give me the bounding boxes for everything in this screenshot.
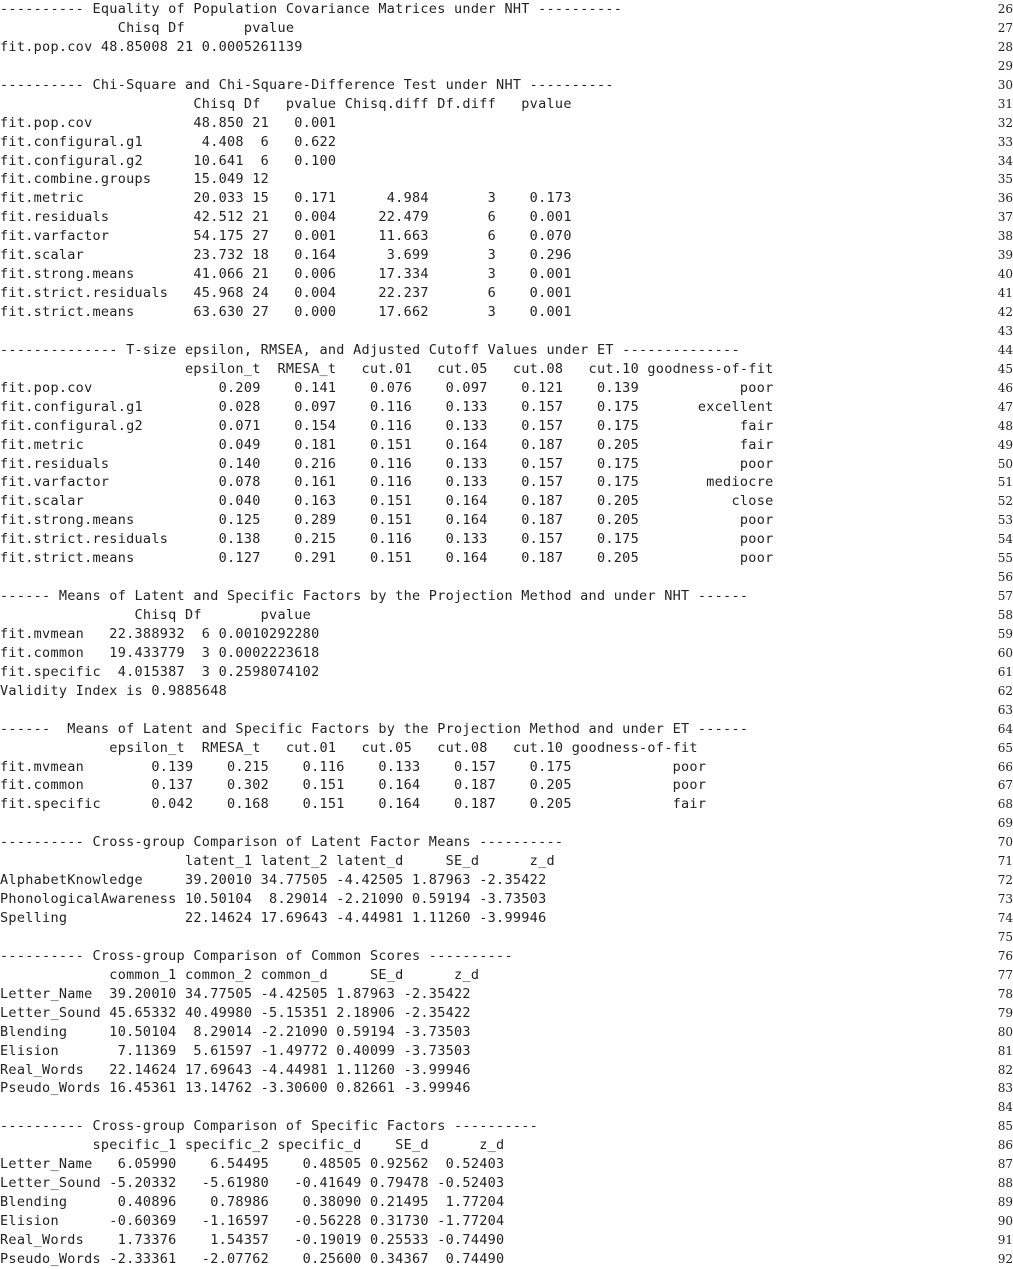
output-line: AlphabetKnowledge 39.20010 34.77505 -4.42505 1.87963 -2.35422 — [0, 872, 547, 889]
output-line: ---------- Equality of Population Covariance Matrices under NHT ---------- — [0, 1, 623, 17]
output-line: Letter_Name 39.20010 34.77505 -4.42505 1.87963 -2.35422 — [0, 985, 471, 1002]
line-number: 55 — [997, 551, 1013, 566]
line-number: 70 — [997, 835, 1013, 850]
line-number: 64 — [997, 721, 1013, 736]
line-number: 75 — [997, 929, 1013, 944]
output-line — [0, 928, 960, 947]
line-number: 84 — [997, 1100, 1013, 1115]
output-line: Real_Words 22.14624 17.69643 -4.44981 1.11260 -3.99946 — [0, 1061, 471, 1078]
output-line — [0, 1098, 960, 1117]
output-line: fit.residuals 0.140 0.216 0.116 0.133 0.157 0.175 poor — [0, 455, 774, 472]
line-number: 87 — [997, 1157, 1013, 1172]
line-number: 52 — [997, 494, 1013, 509]
output-line: -------------- T-size epsilon, RMSEA, and Adjusted Cutoff Values under ET -------------- — [0, 341, 740, 358]
line-number: 34 — [997, 153, 1013, 168]
line-number: 49 — [997, 437, 1013, 452]
line-numbers — [973, 0, 1013, 1269]
output-line: ------ Means of Latent and Specific Factors by the Projection Method and under ET ------ — [0, 720, 749, 737]
line-number: 77 — [997, 967, 1013, 982]
line-number: 57 — [997, 589, 1013, 604]
output-line: fit.scalar 23.732 18 0.164 3.699 3 0.296 — [0, 247, 572, 264]
line-number: 41 — [997, 286, 1013, 301]
line-number: 31 — [997, 96, 1013, 111]
output-line: Pseudo_Words -2.33361 -2.07762 0.25600 0.34367 0.74490 — [0, 1250, 505, 1267]
output-line: ---------- Chi-Square and Chi-Square-Difference Test under NHT ---------- — [0, 76, 614, 93]
line-number: 44 — [997, 342, 1013, 357]
line-number: 56 — [997, 570, 1013, 585]
output-line: fit.pop.cov 48.85008 21 0.0005261139 — [0, 38, 303, 55]
output-line: fit.strict.means 0.127 0.291 0.151 0.164 0.187 0.205 poor — [0, 550, 774, 567]
output-line: fit.strong.means 0.125 0.289 0.151 0.164 0.187 0.205 poor — [0, 512, 774, 529]
line-number: 35 — [997, 172, 1013, 187]
line-number: 69 — [997, 816, 1013, 831]
output-line: Letter_Name 6.05990 6.54495 0.48505 0.92562 0.52403 — [0, 1156, 505, 1173]
output-line: Spelling 22.14624 17.69643 -4.44981 1.11260 -3.99946 — [0, 910, 547, 926]
output-line: fit.configural.g1 4.408 6 0.622 — [0, 133, 337, 150]
output-line: common_1 common_2 common_d SE_d z_d — [0, 966, 480, 983]
output-line: epsilon_t RMESA_t cut.01 cut.05 cut.08 cut.10 goodness-of-fit — [0, 739, 698, 756]
output-line: Validity Index is 0.9885648 — [0, 682, 228, 699]
line-number: 40 — [997, 267, 1013, 282]
output-line: Blending 0.40896 0.78986 0.38090 0.21495 1.77204 — [0, 1194, 505, 1211]
line-number: 76 — [997, 948, 1013, 963]
line-number: 71 — [997, 854, 1013, 869]
output-line: fit.pop.cov 0.209 0.141 0.076 0.097 0.121 0.139 poor — [0, 379, 774, 396]
line-number: 51 — [997, 475, 1013, 490]
output-line: Letter_Sound -5.20332 -5.61980 -0.41649 0.79478 -0.52403 — [0, 1175, 505, 1192]
output-line: Elision 7.11369 5.61597 -1.49772 0.40099 -3.73503 — [0, 1042, 471, 1059]
line-number: 33 — [997, 134, 1013, 149]
output-line — [0, 57, 960, 76]
output-line: fit.specific 0.042 0.168 0.151 0.164 0.187 0.205 fair — [0, 796, 707, 813]
output-line: epsilon_t RMESA_t cut.01 cut.05 cut.08 cut.10 goodness-of-fit — [0, 360, 774, 377]
output-line: latent_1 latent_2 latent_d SE_d z_d — [0, 853, 555, 870]
line-number: 26 — [997, 2, 1013, 16]
output-line — [0, 814, 960, 833]
output-line: fit.pop.cov 48.850 21 0.001 — [0, 114, 337, 131]
line-number: 48 — [997, 418, 1013, 433]
output-line: fit.residuals 42.512 21 0.004 22.479 6 0.001 — [0, 209, 572, 226]
line-number: 91 — [997, 1232, 1013, 1247]
output-line: Elision -0.60369 -1.16597 -0.56228 0.31730 -1.77204 — [0, 1213, 505, 1229]
output-line: fit.metric 0.049 0.181 0.151 0.164 0.187 0.205 fair — [0, 436, 774, 453]
line-number: 82 — [997, 1062, 1013, 1077]
line-number: 39 — [997, 248, 1013, 263]
line-number: 42 — [997, 305, 1013, 319]
line-number: 74 — [997, 911, 1013, 925]
line-number: 72 — [997, 873, 1013, 888]
output-line: fit.configural.g2 10.641 6 0.100 — [0, 152, 337, 169]
line-number: 89 — [997, 1195, 1013, 1210]
output-line — [0, 568, 960, 587]
output-line: fit.common 19.433779 3 0.0002223618 — [0, 644, 320, 661]
output-line: fit.strict.residuals 45.968 24 0.004 22.237 6 0.001 — [0, 285, 572, 302]
line-number: 62 — [997, 683, 1013, 698]
output-line: fit.mvmean 0.139 0.215 0.116 0.133 0.157 0.175 poor — [0, 758, 707, 775]
output-line: fit.varfactor 0.078 0.161 0.116 0.133 0.157 0.175 mediocre — [0, 474, 774, 491]
line-number: 65 — [997, 740, 1013, 755]
output-line: PhonologicalAwareness 10.50104 8.29014 -2.21090 0.59194 -3.73503 — [0, 891, 547, 908]
line-number: 47 — [997, 399, 1013, 414]
output-line: fit.metric 20.033 15 0.171 4.984 3 0.173 — [0, 190, 572, 207]
output-line: Pseudo_Words 16.45361 13.14762 -3.30600 0.82661 -3.99946 — [0, 1080, 471, 1097]
line-number: 63 — [997, 702, 1013, 717]
output-line: fit.varfactor 54.175 27 0.001 11.663 6 0.070 — [0, 228, 572, 245]
output-line — [0, 322, 960, 341]
line-number: 80 — [997, 1024, 1013, 1039]
output-line: Chisq Df pvalue — [0, 607, 312, 623]
line-number: 61 — [997, 664, 1013, 679]
output-line: Chisq Df pvalue Chisq.diff Df.diff pvalue — [0, 95, 572, 112]
output-line: fit.common 0.137 0.302 0.151 0.164 0.187 0.205 poor — [0, 777, 707, 794]
line-number: 59 — [997, 626, 1013, 641]
line-number: 45 — [997, 361, 1013, 376]
output-line: fit.combine.groups 15.049 12 — [0, 171, 270, 188]
line-number: 54 — [997, 532, 1013, 547]
line-number: 85 — [997, 1119, 1013, 1134]
output-line: Letter_Sound 45.65332 40.49980 -5.15351 2.18906 -2.35422 — [0, 1004, 471, 1021]
line-number: 79 — [997, 1005, 1013, 1020]
output-line: fit.strict.means 63.630 27 0.000 17.662 3 0.001 — [0, 304, 572, 320]
line-number: 78 — [997, 986, 1013, 1001]
line-number: 58 — [997, 608, 1013, 622]
output-line: ---------- Cross-group Comparison of Specific Factors ---------- — [0, 1118, 539, 1135]
line-number: 50 — [997, 456, 1013, 471]
line-number: 38 — [997, 229, 1013, 244]
line-number: 36 — [997, 191, 1013, 206]
line-number: 27 — [997, 20, 1013, 35]
output-line: fit.specific 4.015387 3 0.2598074102 — [0, 663, 320, 680]
output-line: ------ Means of Latent and Specific Factors by the Projection Method and under NHT ------ — [0, 588, 749, 605]
output-line: fit.mvmean 22.388932 6 0.0010292280 — [0, 625, 320, 642]
line-number: 60 — [997, 645, 1013, 660]
output-line: ---------- Cross-group Comparison of Latent Factor Means ---------- — [0, 834, 564, 851]
line-number: 88 — [997, 1176, 1013, 1191]
line-number: 30 — [997, 77, 1013, 92]
output-line: specific_1 specific_2 specific_d SE_d z_d — [0, 1137, 505, 1154]
line-number: 83 — [997, 1081, 1013, 1096]
line-number: 68 — [997, 797, 1013, 812]
line-number: 53 — [997, 513, 1013, 528]
line-number: 86 — [997, 1138, 1013, 1153]
output-line — [0, 701, 960, 720]
output-line: fit.configural.g1 0.028 0.097 0.116 0.133 0.157 0.175 excellent — [0, 398, 774, 415]
line-number: 73 — [997, 892, 1013, 907]
line-number: 29 — [997, 58, 1013, 73]
output-line: fit.strict.residuals 0.138 0.215 0.116 0.133 0.157 0.175 poor — [0, 531, 774, 548]
output-line: fit.strong.means 41.066 21 0.006 17.334 3 0.001 — [0, 266, 572, 283]
output-line: Chisq Df pvalue — [0, 19, 295, 36]
line-number: 32 — [997, 115, 1013, 130]
line-number: 90 — [997, 1214, 1013, 1228]
output-line: ---------- Cross-group Comparison of Common Scores ---------- — [0, 947, 513, 964]
line-number: 92 — [997, 1251, 1013, 1266]
line-number: 66 — [997, 759, 1013, 774]
output-line: Blending 10.50104 8.29014 -2.21090 0.59194 -3.73503 — [0, 1023, 471, 1040]
line-number: 46 — [997, 380, 1013, 395]
output-line: fit.scalar 0.040 0.163 0.151 0.164 0.187 0.205 close — [0, 493, 774, 510]
line-number: 67 — [997, 778, 1013, 793]
line-number: 81 — [997, 1043, 1013, 1058]
line-number: 43 — [997, 323, 1013, 338]
line-number: 28 — [997, 39, 1013, 54]
line-number: 37 — [997, 210, 1013, 225]
output-line: fit.configural.g2 0.071 0.154 0.116 0.133 0.157 0.175 fair — [0, 417, 774, 434]
output-line: Real_Words 1.73376 1.54357 -0.19019 0.25533 -0.74490 — [0, 1231, 505, 1248]
